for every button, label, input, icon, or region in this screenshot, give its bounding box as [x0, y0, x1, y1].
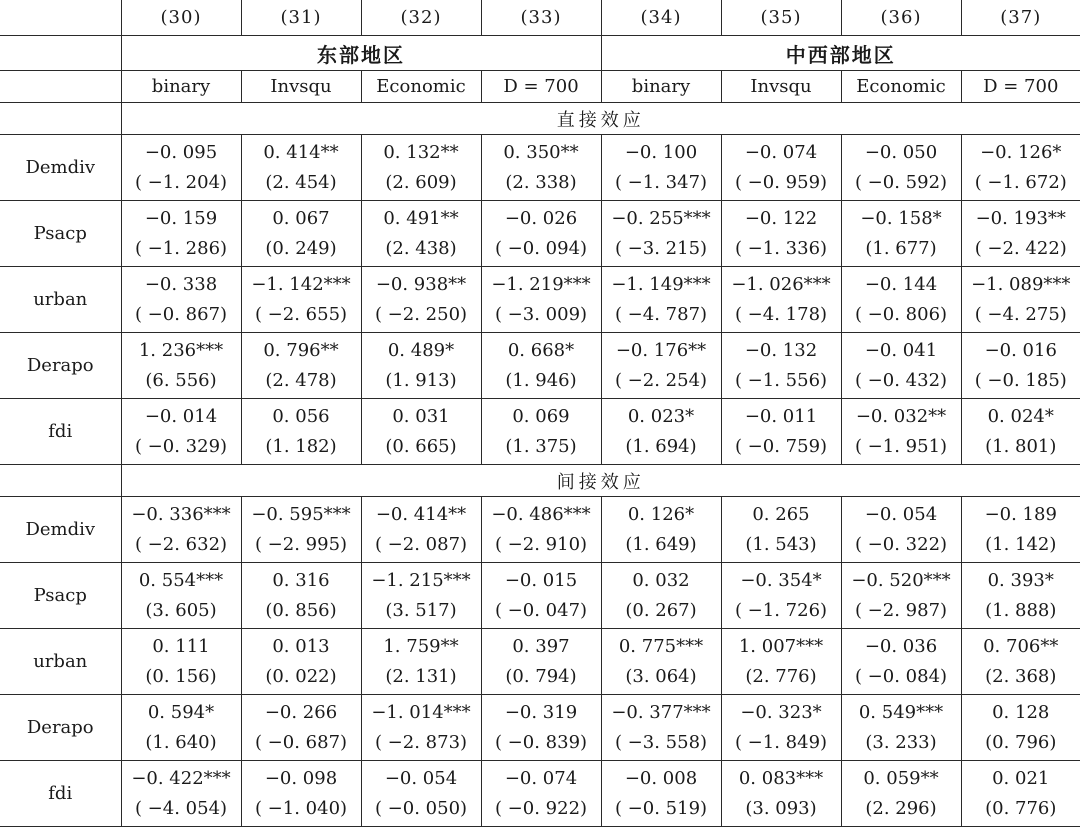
coefficient: −0. 158* [860, 208, 942, 229]
coefficient: −0. 054 [864, 504, 938, 525]
t-statistic: ( −1. 672) [974, 172, 1067, 193]
t-statistic: ( −2. 995) [254, 534, 348, 555]
t-statistic: (3. 064) [625, 666, 697, 687]
t-statistic: ( −0. 759) [734, 436, 828, 457]
coefficient: 0. 491** [383, 208, 459, 229]
coefficient: 0. 059** [863, 768, 939, 789]
t-statistic: ( −4. 787) [614, 304, 708, 325]
t-statistic: (3. 605) [145, 600, 217, 621]
spec-header: Economic [841, 71, 961, 103]
coefficient: 0. 111 [152, 636, 210, 657]
t-statistic: (2. 368) [985, 666, 1057, 687]
t-statistic: (0. 156) [145, 666, 217, 687]
value-cell [601, 761, 721, 827]
value-cell [721, 497, 841, 563]
value-cell [601, 333, 721, 399]
coefficient: −0. 189 [984, 504, 1057, 525]
spec-header: Invsqu [721, 71, 841, 103]
variable-name: Demdiv [0, 135, 121, 201]
value-cell [841, 135, 961, 201]
value-cell [721, 629, 841, 695]
value-cell [361, 695, 481, 761]
t-statistic: ( −1. 204) [134, 172, 228, 193]
t-statistic: ( −1. 849) [734, 732, 828, 753]
coefficient: 1. 007*** [738, 636, 824, 657]
t-statistic: (1. 142) [985, 534, 1057, 555]
t-statistic: (0. 856) [265, 600, 337, 621]
coefficient: 0. 032 [632, 570, 690, 591]
t-statistic: (1. 375) [505, 436, 577, 457]
t-statistic: ( −1. 951) [854, 436, 948, 457]
variable-name: fdi [0, 399, 121, 465]
coefficient: −1. 026*** [731, 274, 831, 295]
region-row [0, 36, 1080, 71]
value-cell [721, 333, 841, 399]
t-statistic: ( −4. 178) [734, 304, 828, 325]
section-title: 间接效应 [121, 465, 1080, 497]
value-cell [601, 497, 721, 563]
column-number: (32) [361, 0, 481, 36]
coefficient: 0. 023* [627, 406, 695, 427]
value-cell [361, 761, 481, 827]
value-cell [121, 135, 241, 201]
t-statistic: ( −0. 094) [494, 238, 588, 259]
table-row [0, 135, 1080, 201]
table-row [0, 333, 1080, 399]
value-cell [121, 201, 241, 267]
t-statistic: (6. 556) [145, 370, 217, 391]
blank-cell [0, 103, 121, 135]
coefficient: −0. 032** [855, 406, 947, 427]
coefficient: 0. 549*** [858, 702, 944, 723]
coefficient: −0. 014 [144, 406, 218, 427]
coefficient: −0. 050 [864, 142, 938, 163]
value-cell [961, 629, 1080, 695]
t-statistic: ( −2. 910) [494, 534, 588, 555]
t-statistic: ( −0. 806) [854, 304, 948, 325]
column-number: (33) [481, 0, 601, 36]
value-cell [241, 267, 361, 333]
coefficient: −0. 938** [375, 274, 467, 295]
coefficient: −0. 122 [744, 208, 818, 229]
value-cell [361, 135, 481, 201]
coefficient: 0. 265 [752, 504, 810, 525]
value-cell [961, 497, 1080, 563]
coefficient: −0. 041 [864, 340, 938, 361]
coefficient: −0. 354* [740, 570, 822, 591]
value-cell [241, 497, 361, 563]
t-statistic: (1. 677) [865, 238, 937, 259]
coefficient: −0. 486*** [491, 504, 591, 525]
coefficient: 0. 067 [272, 208, 330, 229]
coefficient: 0. 594* [147, 702, 215, 723]
value-cell [841, 201, 961, 267]
value-cell [841, 333, 961, 399]
coefficient: −0. 026 [504, 208, 578, 229]
value-cell [481, 135, 601, 201]
t-statistic: ( −0. 322) [854, 534, 948, 555]
value-cell [961, 135, 1080, 201]
t-statistic: ( −0. 839) [494, 732, 588, 753]
coefficient: 0. 021 [992, 768, 1050, 789]
coefficient: 0. 397 [512, 636, 570, 657]
variable-name: Derapo [0, 695, 121, 761]
value-cell [721, 135, 841, 201]
value-cell [721, 563, 841, 629]
t-statistic: ( −2. 422) [974, 238, 1067, 259]
value-cell [241, 563, 361, 629]
region-header: 中西部地区 [601, 36, 1080, 71]
t-statistic: (0. 249) [265, 238, 337, 259]
value-cell [601, 563, 721, 629]
table-row [0, 629, 1080, 695]
t-statistic: ( −2. 254) [614, 370, 708, 391]
coefficient: −0. 016 [984, 340, 1057, 361]
section-row [0, 465, 1080, 497]
value-cell [601, 135, 721, 201]
coefficient: −0. 132 [744, 340, 818, 361]
t-statistic: (0. 796) [985, 732, 1057, 753]
value-cell [361, 497, 481, 563]
t-statistic: (2. 609) [385, 172, 457, 193]
column-number-row [0, 0, 1080, 36]
value-cell [481, 399, 601, 465]
t-statistic: (3. 233) [865, 732, 937, 753]
coefficient: −0. 095 [144, 142, 218, 163]
coefficient: 1. 236*** [138, 340, 224, 361]
value-cell [601, 629, 721, 695]
coefficient: −0. 595*** [251, 504, 351, 525]
coefficient: −0. 255*** [611, 208, 711, 229]
value-cell [601, 267, 721, 333]
t-statistic: (2. 296) [865, 798, 937, 819]
t-statistic: ( −2. 655) [254, 304, 348, 325]
coefficient: −0. 074 [744, 142, 818, 163]
coefficient: 0. 393* [987, 570, 1054, 591]
value-cell [721, 267, 841, 333]
t-statistic: ( −4. 275) [974, 304, 1067, 325]
value-cell [841, 695, 961, 761]
variable-name: urban [0, 629, 121, 695]
value-cell [121, 333, 241, 399]
t-statistic: ( −2. 987) [854, 600, 948, 621]
table-row [0, 267, 1080, 333]
spec-header: Invsqu [241, 71, 361, 103]
coefficient: −1. 219*** [491, 274, 591, 295]
coefficient: 0. 128 [992, 702, 1050, 723]
coefficient: 0. 132** [383, 142, 459, 163]
value-cell [481, 497, 601, 563]
region-header: 东部地区 [121, 36, 601, 71]
coefficient: −1. 014*** [371, 702, 471, 723]
coefficient: −0. 100 [624, 142, 698, 163]
t-statistic: (2. 478) [265, 370, 337, 391]
coefficient: 0. 489* [387, 340, 455, 361]
column-number: (37) [961, 0, 1080, 36]
t-statistic: ( −2. 873) [374, 732, 468, 753]
value-cell [241, 201, 361, 267]
t-statistic: ( −0. 592) [854, 172, 948, 193]
variable-name: Psacp [0, 201, 121, 267]
coefficient: −0. 266 [264, 702, 338, 723]
coefficient: −0. 036 [864, 636, 938, 657]
spec-header: binary [601, 71, 721, 103]
coefficient: −0. 193** [975, 208, 1066, 229]
t-statistic: ( −0. 050) [374, 798, 468, 819]
value-cell [121, 497, 241, 563]
value-cell [601, 399, 721, 465]
value-cell [601, 695, 721, 761]
t-statistic: ( −4. 054) [134, 798, 228, 819]
t-statistic: ( −1. 040) [254, 798, 348, 819]
value-cell [721, 695, 841, 761]
value-cell [241, 761, 361, 827]
value-cell [841, 399, 961, 465]
t-statistic: (0. 794) [505, 666, 577, 687]
coefficient: 0. 024* [987, 406, 1054, 427]
table-row [0, 695, 1080, 761]
variable-name: fdi [0, 761, 121, 827]
t-statistic: ( −0. 867) [134, 304, 228, 325]
coefficient: −0. 054 [384, 768, 458, 789]
t-statistic: (2. 338) [505, 172, 577, 193]
blank-cell [0, 465, 121, 497]
coefficient: 0. 775*** [618, 636, 704, 657]
t-statistic: (2. 454) [265, 172, 337, 193]
t-statistic: (3. 517) [385, 600, 457, 621]
t-statistic: (2. 438) [385, 238, 457, 259]
coefficient: −0. 126* [980, 142, 1062, 163]
spec-row [0, 71, 1080, 103]
coefficient: −1. 089*** [971, 274, 1071, 295]
value-cell [241, 399, 361, 465]
t-statistic: (1. 913) [385, 370, 457, 391]
spec-header: binary [121, 71, 241, 103]
section-title: 直接效应 [121, 103, 1080, 135]
t-statistic: ( −2. 632) [134, 534, 228, 555]
coefficient: −0. 422*** [131, 768, 231, 789]
t-statistic: ( −0. 922) [494, 798, 588, 819]
t-statistic: ( −1. 286) [134, 238, 228, 259]
value-cell [721, 399, 841, 465]
coefficient: 0. 350** [503, 142, 579, 163]
value-cell [241, 695, 361, 761]
value-cell [841, 629, 961, 695]
t-statistic: (1. 888) [985, 600, 1057, 621]
value-cell [121, 267, 241, 333]
t-statistic: (1. 649) [625, 534, 697, 555]
column-number: (31) [241, 0, 361, 36]
coefficient: −1. 149*** [611, 274, 711, 295]
t-statistic: ( −0. 329) [134, 436, 228, 457]
value-cell [361, 399, 481, 465]
coefficient: −0. 008 [624, 768, 698, 789]
coefficient: 0. 668* [507, 340, 575, 361]
value-cell [481, 629, 601, 695]
coefficient: −0. 520*** [851, 570, 951, 591]
value-cell [361, 201, 481, 267]
coefficient: −0. 144 [864, 274, 938, 295]
value-cell [361, 267, 481, 333]
coefficient: 0. 706** [983, 636, 1059, 657]
table-row [0, 201, 1080, 267]
coefficient: 0. 126* [627, 504, 695, 525]
value-cell [841, 497, 961, 563]
t-statistic: (1. 801) [985, 436, 1057, 457]
coefficient: 0. 414** [263, 142, 339, 163]
value-cell [721, 761, 841, 827]
coefficient: −0. 377*** [611, 702, 711, 723]
t-statistic: ( −0. 047) [494, 600, 588, 621]
spec-header: D = 700 [961, 71, 1080, 103]
value-cell [841, 267, 961, 333]
value-cell [841, 761, 961, 827]
coefficient: −0. 414** [375, 504, 467, 525]
value-cell [721, 201, 841, 267]
t-statistic: (0. 022) [265, 666, 337, 687]
t-statistic: (1. 946) [505, 370, 577, 391]
value-cell [241, 333, 361, 399]
variable-name: Psacp [0, 563, 121, 629]
coefficient: 0. 013 [272, 636, 330, 657]
coefficient: −1. 215*** [371, 570, 471, 591]
value-cell [121, 695, 241, 761]
coefficient: −0. 336*** [131, 504, 231, 525]
value-cell [481, 333, 601, 399]
t-statistic: ( −0. 185) [974, 370, 1067, 391]
value-cell [961, 201, 1080, 267]
t-statistic: ( −1. 347) [614, 172, 708, 193]
value-cell [961, 761, 1080, 827]
value-cell [121, 563, 241, 629]
column-number: (34) [601, 0, 721, 36]
coefficient: 1. 759** [383, 636, 459, 657]
t-statistic: (3. 093) [745, 798, 817, 819]
t-statistic: (0. 776) [985, 798, 1057, 819]
value-cell [961, 563, 1080, 629]
value-cell [121, 629, 241, 695]
coefficient: 0. 083*** [738, 768, 824, 789]
t-statistic: ( −0. 959) [734, 172, 828, 193]
blank-cell [0, 71, 121, 103]
t-statistic: (1. 182) [265, 436, 337, 457]
value-cell [241, 629, 361, 695]
coefficient: −0. 011 [744, 406, 818, 427]
blank-cell [0, 36, 121, 71]
coefficient: −0. 338 [144, 274, 218, 295]
t-statistic: ( −0. 687) [254, 732, 348, 753]
t-statistic: ( −3. 215) [614, 238, 708, 259]
t-statistic: (1. 640) [145, 732, 217, 753]
t-statistic: (0. 267) [625, 600, 697, 621]
column-number: (35) [721, 0, 841, 36]
t-statistic: ( −1. 726) [734, 600, 828, 621]
coefficient: −0. 176** [615, 340, 707, 361]
t-statistic: ( −3. 009) [494, 304, 588, 325]
coefficient: 0. 554*** [138, 570, 224, 591]
coefficient: −0. 074 [504, 768, 578, 789]
value-cell [961, 333, 1080, 399]
coefficient: −0. 319 [504, 702, 578, 723]
coefficient: −0. 323* [740, 702, 822, 723]
value-cell [481, 267, 601, 333]
t-statistic: ( −1. 556) [734, 370, 828, 391]
coefficient: −0. 159 [144, 208, 218, 229]
value-cell [481, 695, 601, 761]
coefficient: −0. 098 [264, 768, 338, 789]
coefficient: 0. 031 [392, 406, 450, 427]
spec-header: D = 700 [481, 71, 601, 103]
value-cell [601, 201, 721, 267]
t-statistic: ( −0. 519) [614, 798, 708, 819]
value-cell [361, 629, 481, 695]
t-statistic: ( −0. 084) [854, 666, 948, 687]
table-row [0, 497, 1080, 563]
value-cell [481, 201, 601, 267]
value-cell [841, 563, 961, 629]
t-statistic: (1. 543) [745, 534, 817, 555]
value-cell [481, 761, 601, 827]
table-row [0, 761, 1080, 827]
t-statistic: ( −3. 558) [614, 732, 708, 753]
coefficient: 0. 056 [272, 406, 330, 427]
spec-header: Economic [361, 71, 481, 103]
value-cell [361, 333, 481, 399]
t-statistic: ( −0. 432) [854, 370, 948, 391]
value-cell [481, 563, 601, 629]
value-cell [121, 761, 241, 827]
coefficient: 0. 796** [263, 340, 339, 361]
value-cell [121, 399, 241, 465]
column-number: (36) [841, 0, 961, 36]
t-statistic: (1. 694) [625, 436, 697, 457]
t-statistic: ( −2. 087) [374, 534, 468, 555]
variable-name: Derapo [0, 333, 121, 399]
variable-name: urban [0, 267, 121, 333]
coefficient: 0. 316 [272, 570, 330, 591]
value-cell [961, 267, 1080, 333]
t-statistic: ( −1. 336) [734, 238, 828, 259]
t-statistic: (2. 776) [745, 666, 817, 687]
t-statistic: ( −2. 250) [374, 304, 468, 325]
column-number: (30) [121, 0, 241, 36]
value-cell [961, 399, 1080, 465]
section-row [0, 103, 1080, 135]
value-cell [961, 695, 1080, 761]
table-row [0, 563, 1080, 629]
coefficient: 0. 069 [512, 406, 570, 427]
corner-cell [0, 0, 121, 36]
table-row [0, 399, 1080, 465]
t-statistic: (2. 131) [385, 666, 457, 687]
coefficient: −0. 015 [504, 570, 578, 591]
value-cell [361, 563, 481, 629]
coefficient: −1. 142*** [251, 274, 351, 295]
variable-name: Demdiv [0, 497, 121, 563]
value-cell [241, 135, 361, 201]
t-statistic: (0. 665) [385, 436, 457, 457]
